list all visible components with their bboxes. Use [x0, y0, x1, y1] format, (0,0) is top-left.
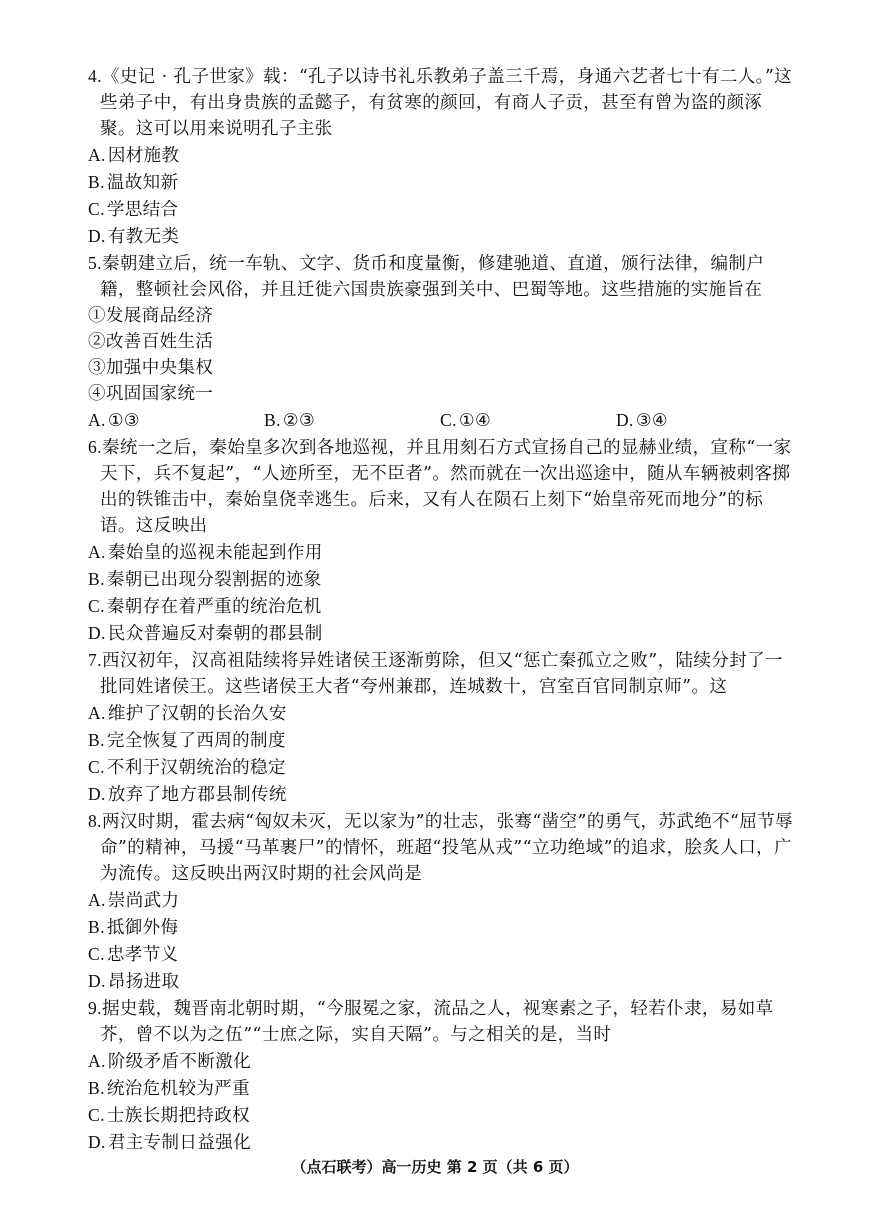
- option-d: D. 放弃了地方郡县制传统: [88, 784, 287, 805]
- question-text: 据史载，魏晋南北朝时期，“今服冕之家，流品之人，视寒素之子，轻若仆隶，易如草芥，曾不以为之伍”“士庶之际，实自天隔”。与之相关的是，当时: [100, 999, 774, 1045]
- option-c: C. ①④: [440, 410, 492, 431]
- question-stem: [88, 250, 798, 303]
- option-b: B. ②③: [264, 410, 316, 431]
- option-d: D. 昂扬进取: [88, 971, 180, 992]
- option-row: [88, 407, 798, 434]
- option-a: A. ①③: [88, 410, 141, 431]
- question-stem: [88, 63, 798, 142]
- question-text: 《史记 · 孔子世家》载：“孔子以诗书礼乐教弟子盖三千焉，身通六艺者七十有二人。”这些弟子中，有出身贵族的孟懿子，有贫寒的颜回，有商人子贡，甚至有曾为盗的颜涿聚。这可以用来说明孔子主张: [100, 67, 793, 139]
- question-list: [88, 63, 798, 1156]
- option-d: D. ③④: [616, 410, 669, 431]
- option-b: B. 秦朝已出现分裂割据的迹象: [88, 569, 322, 590]
- question-number: 5.: [88, 253, 102, 273]
- statement-3: ③加强中央集权: [88, 358, 214, 378]
- question-stem: [88, 647, 798, 700]
- question-8: [88, 808, 798, 995]
- option-b: B. 完全恢复了西周的制度: [88, 730, 286, 751]
- question-9: [88, 995, 798, 1156]
- option-c: C. 忠孝节义: [88, 944, 179, 965]
- option-a: A. 维护了汉朝的长治久安: [88, 703, 287, 724]
- question-text: 秦统一之后，秦始皇多次到各地巡视，并且用刻石方式宣扬自己的显赫业绩，宣称“一家天下，兵不复起”，“人迹所至，无不臣者”。然而就在一次出巡途中，随从车辆被刺客掷出的铁锥击中，秦始皇侥幸逃生。后来，又有人在陨石上刻下“始皇帝死而地分”的标语。这反映出: [100, 438, 792, 536]
- option-c: C. 不利于汉朝统治的稳定: [88, 757, 286, 778]
- question-number: 7.: [88, 650, 102, 670]
- question-stem: [88, 995, 798, 1048]
- question-stem: [88, 808, 798, 887]
- option-a: A. 秦始皇的巡视未能起到作用: [88, 542, 323, 563]
- option-d: D. 民众普遍反对秦朝的郡县制: [88, 623, 323, 644]
- statement-2: ②改善百姓生活: [88, 332, 214, 352]
- question-text: 西汉初年，汉高祖陆续将异姓诸侯王逐渐剪除，但又“惩亡秦孤立之败”，陆续分封了一批同姓诸侯王。这些诸侯王大者“夸州兼郡，连城数十，宫室百官同制京师”。这: [100, 651, 783, 697]
- question-text: 两汉时期，霍去病“匈奴未灭，无以家为”的壮志，张骞“凿空”的勇气，苏武绝不“屈节辱命”的精神，马援“马革裹尸”的情怀，班超“投笔从戎”“立功绝域”的追求，脍炙人口，广为流传。这反映出两汉时期的社会风尚是: [100, 812, 794, 884]
- option-a: A. 因材施教: [88, 145, 180, 166]
- question-number: 6.: [88, 437, 102, 457]
- option-c: C. 学思结合: [88, 199, 179, 220]
- question-number: 8.: [88, 811, 102, 831]
- question-4: [88, 63, 798, 250]
- option-b: B. 统治危机较为严重: [88, 1078, 251, 1099]
- question-stem: [88, 434, 798, 539]
- statement-4: ④巩固国家统一: [88, 384, 214, 404]
- question-text: 秦朝建立后，统一车轨、文字、货币和度量衡，修建驰道、直道，颁行法律，编制户籍，整顿社会风俗，并且迁徙六国贵族豪强到关中、巴蜀等地。这些措施的实施旨在: [100, 254, 765, 300]
- option-c: C. 士族长期把持政权: [88, 1105, 251, 1126]
- question-number: 4.: [88, 66, 102, 86]
- option-c: C. 秦朝存在着严重的统治危机: [88, 596, 322, 617]
- option-b: B. 温故知新: [88, 172, 179, 193]
- option-d: D. 有教无类: [88, 226, 180, 247]
- question-7: [88, 647, 798, 808]
- question-6: [88, 434, 798, 647]
- question-number: 9.: [88, 998, 102, 1018]
- option-a: A. 阶级矛盾不断激化: [88, 1051, 252, 1072]
- page-footer: （点石联考）高一历史 第 2 页（共 6 页）: [291, 1158, 579, 1176]
- question-5: [88, 250, 798, 434]
- option-b: B. 抵御外侮: [88, 917, 179, 938]
- option-d: D. 君主专制日益强化: [88, 1132, 252, 1153]
- option-a: A. 崇尚武力: [88, 890, 180, 911]
- statement-1: ①发展商品经济: [88, 306, 214, 326]
